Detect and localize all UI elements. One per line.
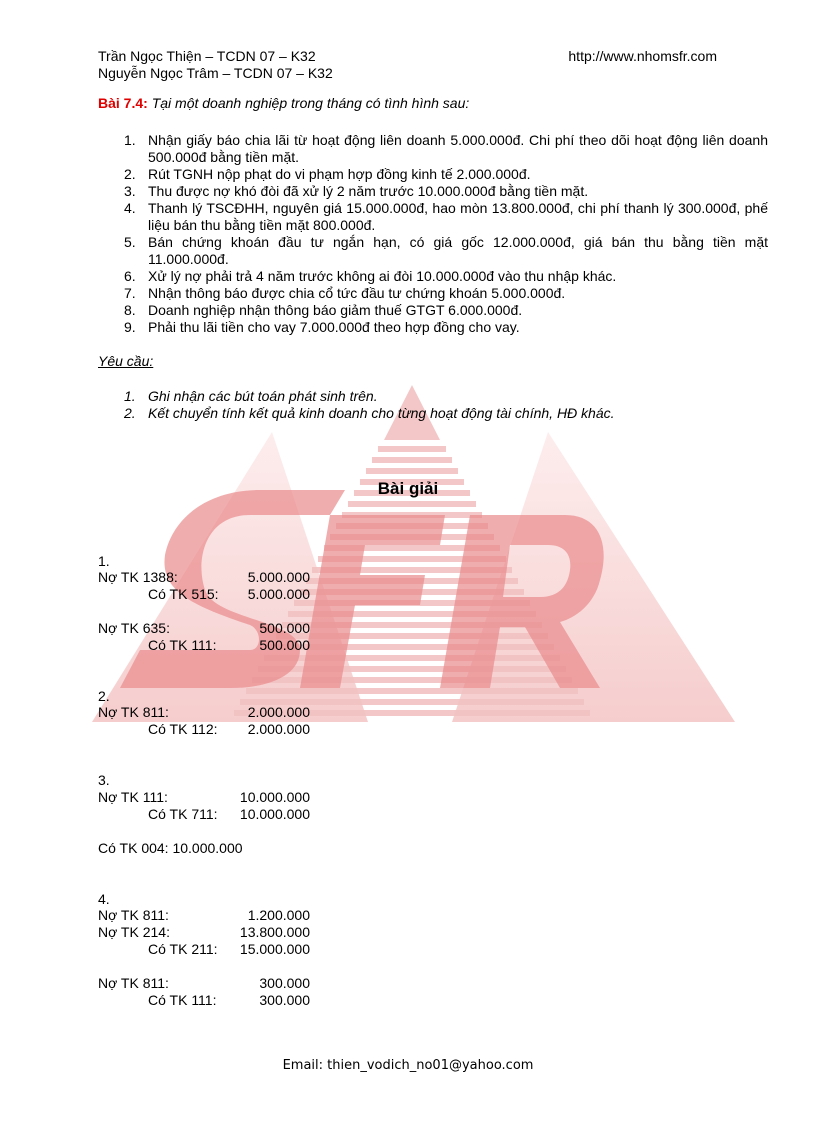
journal-entry-line: Nợ TK 1388: 5.000.000 — [98, 569, 310, 585]
exercise-intro: Tại một doanh nghiệp trong tháng có tình hình sau: — [151, 95, 470, 111]
journal-entry-line: Nợ TK 635: 500.000 — [98, 620, 310, 636]
list-item: 9. Phải thu lãi tiền cho vay 7.000.000đ theo hợp đồng cho vay. — [124, 319, 520, 335]
journal-entry-line: Nợ TK 811: 300.000 — [98, 975, 310, 991]
list-item: 2. Kết chuyển tính kết quả kinh doanh cho từng hoạt động tài chính, HĐ khác. — [124, 405, 615, 421]
list-item: 7. Nhận thông báo được chia cổ tức đầu tư chứng khoán 5.000.000đ. — [124, 285, 566, 301]
list-item: 4. Thanh lý TSCĐHH, nguyên giá 15.000.000đ, hao mòn 13.800.000đ, chi phí thanh lý 300.000đ, phế liệu bán thu bằng tiền mặt 800.000đ. — [124, 200, 768, 233]
website-link[interactable]: http://www.nhomsfr.com — [568, 48, 717, 64]
exercise-title — [98, 95, 469, 112]
section-number: 2. — [98, 688, 110, 704]
list-item: 8. Doanh nghiệp nhận thông báo giảm thuế GTGT 6.000.000đ. — [124, 302, 523, 318]
exercise-label: Bài 7.4: — [98, 95, 148, 111]
author-line-2: Nguyễn Ngọc Trâm – TCDN 07 – K32 — [98, 65, 333, 81]
journal-entry-line: Nợ TK 214: 13.800.000 — [98, 924, 310, 940]
journal-entry-line: Nợ TK 811: 2.000.000 — [98, 704, 310, 720]
solution-heading: Bài giải — [377, 479, 439, 498]
journal-entry-line: Có TK 211: 15.000.000 — [148, 941, 310, 957]
list-item: 5. Bán chứng khoán đầu tư ngắn hạn, có giá gốc 12.000.000đ, giá bán thu bằng tiền mặt 11.000.000đ. — [124, 234, 768, 267]
journal-entry-line: Có TK 111: 500.000 — [148, 637, 310, 653]
section-number: 1. — [98, 553, 110, 569]
requirements-list — [98, 388, 768, 422]
journal-entry-line: Có TK 711: 10.000.000 — [148, 806, 310, 822]
journal-entry-line: Có TK 111: 300.000 — [148, 992, 310, 1008]
section-number: 4. — [98, 891, 110, 907]
section-number: 3. — [98, 772, 110, 788]
journal-entry-line: Nợ TK 811: 1.200.000 — [98, 907, 310, 923]
task-list — [98, 132, 768, 336]
off-balance-entry: Có TK 004: 10.000.000 — [98, 840, 243, 856]
author-line-1: Trần Ngọc Thiện – TCDN 07 – K32 — [98, 48, 316, 64]
journal-entry-line: Nợ TK 111: 10.000.000 — [98, 789, 310, 805]
list-item: 2. Rút TGNH nộp phạt do vi phạm hợp đồng kinh tế 2.000.000đ. — [124, 166, 531, 182]
journal-entry-line: Có TK 515: 5.000.000 — [148, 586, 310, 602]
journal-entry-line: Có TK 112: 2.000.000 — [148, 721, 310, 737]
footer-email[interactable]: Email: thien_vodich_no01@yahoo.com — [282, 1058, 534, 1073]
list-item: 1. Nhận giấy báo chia lãi từ hoạt động liên doanh 5.000.000đ. Chi phí theo dõi hoạt động liên doanh 500.000đ bằng tiền mặt. — [124, 132, 768, 165]
list-item: 1. Ghi nhận các bút toán phát sinh trên. — [124, 388, 378, 404]
list-item: 3. Thu được nợ khó đòi đã xử lý 2 năm trước 10.000.000đ bằng tiền mặt. — [124, 183, 589, 199]
list-item: 6. Xử lý nợ phải trả 4 năm trước không ai đòi 10.000.000đ vào thu nhập khác. — [124, 268, 617, 284]
requirements-title: Yêu cầu: — [98, 353, 154, 369]
